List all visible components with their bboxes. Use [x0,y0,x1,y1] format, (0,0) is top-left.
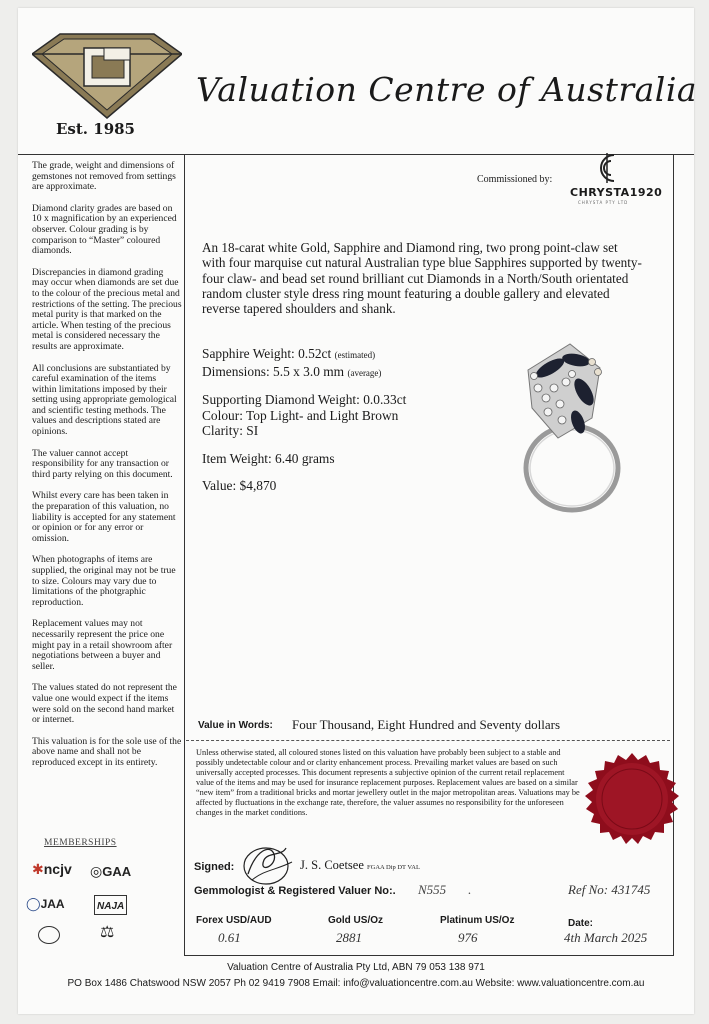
commissioned-label: Commissioned by: [477,174,553,185]
document-title: Valuation Centre of Australia [196,70,698,109]
ring-photo [488,338,628,528]
signature-mark [234,840,298,888]
chrysta-logo-icon [592,149,622,187]
valuer-number-label: Gemmologist & Registered Valuer No:. [194,885,396,897]
gold-label: Gold US/Oz [328,915,383,926]
item-description: An 18-carat white Gold, Sapphire and Diamond ring, two prong point-claw set with four marquise cut natural Australian type blue Sapphires supported by twenty-four claw- and bead set round brilliant cut Diamonds in a North/South orientated random cluster style dress ring mount featuring a double gallery and elevated reverse tapered shoulders and shank. [202,240,642,317]
platinum-value: 976 [458,930,478,945]
term-paragraph: The values stated do not represent the value one would expect if the items were sold on the second hand market or internet. [32,682,177,726]
circle-icon: ◎ [90,865,103,880]
membership-ncjv: ✱ncjv [32,861,72,878]
item-value: Value: $4,870 [202,478,277,493]
valuation-document [18,8,698,1014]
membership-jaa: ◯JAA [26,896,65,911]
terms-sidebar [32,161,182,780]
commissioning-company: CHRYSTA1920 [570,186,663,199]
diamond-clarity: Clarity: SI [202,423,259,438]
dashed-divider [186,740,670,741]
dimensions-note: (average) [347,367,382,378]
term-paragraph: This valuation is for the sole use of the above name and shall not be reproduced except in its entirety. [32,735,182,768]
term-paragraph: When photographs of items are supplied, the original may not be true to size. Colours may vary due to limitations of the photgraphic reproduction. [32,554,176,608]
term-paragraph: The valuer cannot accept responsibility for any transaction or third party relying on this document. [32,447,173,480]
term-paragraph: Diamond clarity grades are based on 10 x magnification by an experienced observer. Colour grading is by comparison to “Master” coloured diamonds. [32,202,177,257]
date-label: Date: [568,918,594,929]
star-icon: ✱ [32,863,44,878]
established-year: Est. 1985 [56,120,135,138]
date-value: 4th March 2025 [564,930,648,945]
badge-icon [38,926,60,944]
valuer-signature [300,858,420,873]
valuer-name: J. S. Coetsee [300,858,364,872]
term-paragraph: Discrepancies in diamond grading may occur when diamonds are set due to the colour of the precious metal and restrictions of the setting. The precious metal purity is that marked on the article. When testing of the precious metal is considered necessary the results are approximate. [32,266,182,352]
commissioning-company-sub: CHRYSTA PTY LTD [578,200,629,205]
value-in-words-label: Value in Words: [198,720,273,731]
diamond-colour: Colour: Top Light- and Light Brown [202,407,399,423]
vca-logo [32,32,182,120]
item-specs [202,346,406,494]
disclaimer-text: Unless otherwise stated, all coloured stones listed on this valuation have probably been subject to a stable and possibly undetectable colour and or clarity enhancement process. Prevailing market values are based on such universally accepted processes. This document represents a subjective opinion of the current retail replacement value of the items and may be used for insurance replacement purposes. Replacement values are based on a similar “new item” from a traditional bricks and mortar jewellery outlet in the major metropolitan areas. Valuations may be affected by fluctuations in the exchange rate, therefore, the valuer assumes no responsibility for the unforeseen changes in the market conditions. [196,748,580,817]
footer-company: Valuation Centre of Australia Pty Ltd, ABN 79 053 138 971 [227,962,485,973]
platinum-label: Platinum US/Oz [440,915,515,926]
valuer-number: N555 . [418,882,472,897]
sapphire-weight: Sapphire Weight: 0.52ct [202,346,332,361]
memberships-heading: MEMBERSHIPS [44,838,117,848]
forex-label: Forex USD/AUD [196,915,272,926]
term-paragraph: The grade, weight and dimensions of gemstones not removed from settings are approximate. [32,160,176,193]
red-seal [584,752,680,848]
valuer-credentials: FGAA Dip DT VAL [367,864,420,871]
term-paragraph: Replacement values may not necessarily represent the price one might pay in a retail showroom after negotiations between a buyer and seller. [32,618,173,672]
dimensions: Dimensions: 5.5 x 3.0 mm [202,363,345,379]
value-in-words: Four Thousand, Eight Hundred and Seventy dollars [292,717,561,732]
sapphire-weight-note: (estimated) [334,350,376,360]
forex-value: 0.61 [218,930,241,945]
item-weight: Item Weight: 6.40 grams [202,450,335,466]
signed-label: Signed: [194,861,235,873]
membership-naja: NAJA [94,895,127,915]
term-paragraph: All conclusions are substantiated by careful examination of the items within limitations imposed by their setting using appropriate gemological and scientific testing methods. The values and descriptions stated are opinions. [32,362,177,438]
gold-value: 2881 [336,930,362,945]
term-paragraph: Whilst every care has been taken in the preparation of this valuation, no liability is accepted for any statement or opinion or for any error or omission. [32,490,176,544]
reference-number: Ref No: 431745 [568,882,651,897]
footer-contact: PO Box 1486 Chatswood NSW 2057 Ph 02 9419 7908 Email: info@valuationcentre.com.au Website: www.valuationcentre.com.au [67,978,645,989]
scales-icon: ⚖ [100,924,115,941]
circle-icon: ◯ [26,896,41,911]
diamond-weight: Supporting Diamond Weight: 0.0.33ct [202,392,407,407]
membership-gaa: ◎GAA [90,864,132,880]
